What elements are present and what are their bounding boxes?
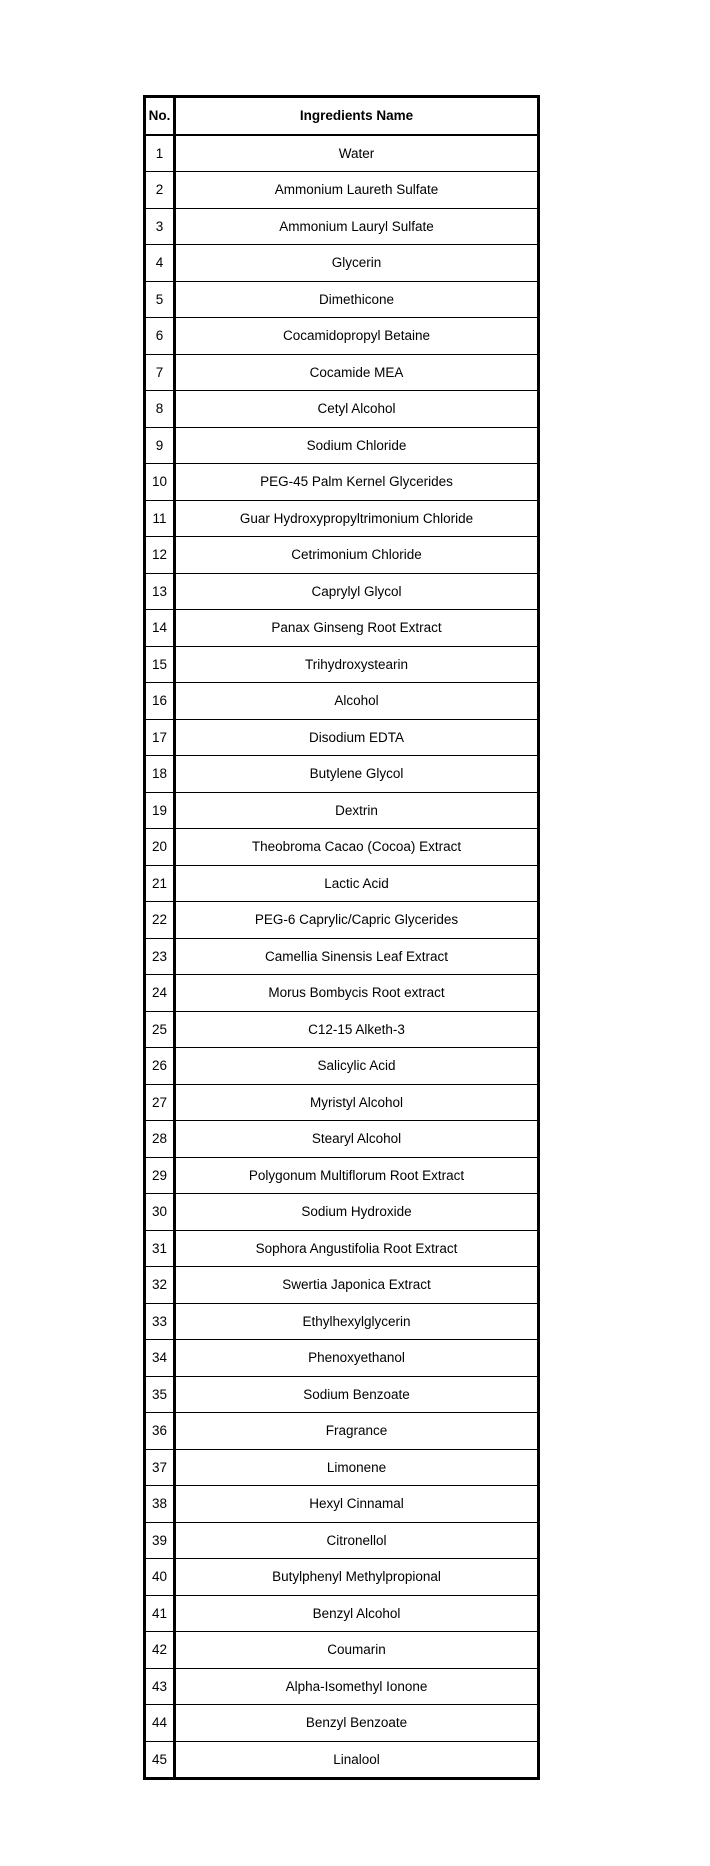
ingredient-number: 12: [145, 537, 175, 574]
ingredient-name: Cetrimonium Chloride: [175, 537, 539, 574]
ingredient-number: 23: [145, 938, 175, 975]
ingredient-number: 37: [145, 1449, 175, 1486]
ingredient-number: 26: [145, 1048, 175, 1085]
ingredient-name: Sophora Angustifolia Root Extract: [175, 1230, 539, 1267]
table-row: [145, 245, 539, 282]
table-row: [145, 1559, 539, 1596]
ingredient-name: Cocamide MEA: [175, 354, 539, 391]
ingredient-name: Guar Hydroxypropyltrimonium Chloride: [175, 500, 539, 537]
table-row: [145, 975, 539, 1012]
table-row: [145, 1486, 539, 1523]
table-row: [145, 1595, 539, 1632]
ingredient-name: Butylene Glycol: [175, 756, 539, 793]
table-row: [145, 1705, 539, 1742]
table-row: [145, 573, 539, 610]
ingredient-number: 22: [145, 902, 175, 939]
ingredient-number: 29: [145, 1157, 175, 1194]
table-row: [145, 172, 539, 209]
ingredient-number: 45: [145, 1741, 175, 1779]
ingredient-number: 36: [145, 1413, 175, 1450]
ingredient-name: Disodium EDTA: [175, 719, 539, 756]
ingredient-number: 3: [145, 208, 175, 245]
ingredient-number: 32: [145, 1267, 175, 1304]
table-row: [145, 1340, 539, 1377]
ingredient-name: Benzyl Benzoate: [175, 1705, 539, 1742]
table-row: [145, 427, 539, 464]
table-row: [145, 1011, 539, 1048]
ingredient-name: Limonene: [175, 1449, 539, 1486]
table-row: [145, 1632, 539, 1669]
ingredients-table: [143, 95, 540, 1780]
ingredient-number: 31: [145, 1230, 175, 1267]
ingredient-number: 21: [145, 865, 175, 902]
table-row: [145, 792, 539, 829]
column-header-no: No.: [145, 97, 175, 135]
ingredient-name: Myristyl Alcohol: [175, 1084, 539, 1121]
table-row: [145, 1522, 539, 1559]
ingredient-number: 13: [145, 573, 175, 610]
ingredient-name: Butylphenyl Methylpropional: [175, 1559, 539, 1596]
ingredient-name: Salicylic Acid: [175, 1048, 539, 1085]
ingredient-number: 8: [145, 391, 175, 428]
ingredient-number: 42: [145, 1632, 175, 1669]
ingredient-name: PEG-45 Palm Kernel Glycerides: [175, 464, 539, 501]
table-row: [145, 464, 539, 501]
ingredient-number: 7: [145, 354, 175, 391]
table-row: [145, 1121, 539, 1158]
ingredient-name: Linalool: [333, 1751, 380, 1767]
table-row: [145, 1741, 539, 1779]
table-row: [145, 1084, 539, 1121]
table-row: [145, 829, 539, 866]
table-row: [145, 865, 539, 902]
ingredient-name: Theobroma Cacao (Cocoa) Extract: [175, 829, 539, 866]
ingredient-name: Dextrin: [175, 792, 539, 829]
ingredient-name: Cetyl Alcohol: [175, 391, 539, 428]
ingredient-number: 20: [145, 829, 175, 866]
table-row: [145, 719, 539, 756]
ingredient-name: Fragrance: [175, 1413, 539, 1450]
ingredient-number: 11: [145, 500, 175, 537]
table-header-row: [145, 97, 539, 135]
ingredient-name: Panax Ginseng Root Extract: [175, 610, 539, 647]
table-row: [145, 1230, 539, 1267]
ingredient-number: 34: [145, 1340, 175, 1377]
table-row: [145, 683, 539, 720]
ingredient-name: Sodium Chloride: [175, 427, 539, 464]
table-row: [145, 938, 539, 975]
ingredient-number: 18: [145, 756, 175, 793]
ingredient-name: Alcohol: [175, 683, 539, 720]
ingredient-number: 43: [145, 1668, 175, 1705]
table-row: [145, 646, 539, 683]
ingredient-number: 17: [145, 719, 175, 756]
ingredient-number: 39: [145, 1522, 175, 1559]
ingredient-number: 5: [145, 281, 175, 318]
ingredient-number: 40: [145, 1559, 175, 1596]
ingredient-name: Camellia Sinensis Leaf Extract: [175, 938, 539, 975]
ingredient-name: Phenoxyethanol: [175, 1340, 539, 1377]
ingredient-name: Ammonium Laureth Sulfate: [175, 172, 539, 209]
ingredient-number: 27: [145, 1084, 175, 1121]
table-row: [145, 902, 539, 939]
table-row: [145, 1048, 539, 1085]
ingredient-number: 14: [145, 610, 175, 647]
ingredient-number: 33: [145, 1303, 175, 1340]
ingredient-name: Alpha-Isomethyl Ionone: [175, 1668, 539, 1705]
ingredient-name: Stearyl Alcohol: [175, 1121, 539, 1158]
table-row: [145, 318, 539, 355]
ingredient-name: Coumarin: [175, 1632, 539, 1669]
ingredient-number: 30: [145, 1194, 175, 1231]
table-row: [145, 1267, 539, 1304]
ingredient-name: Cocamidopropyl Betaine: [175, 318, 539, 355]
ingredient-name: Polygonum Multiflorum Root Extract: [175, 1157, 539, 1194]
table-row: [145, 354, 539, 391]
ingredient-name: Glycerin: [175, 245, 539, 282]
ingredient-number: 6: [145, 318, 175, 355]
ingredient-name: Ammonium Lauryl Sulfate: [175, 208, 539, 245]
ingredient-name: Benzyl Alcohol: [175, 1595, 539, 1632]
ingredient-number: 41: [145, 1595, 175, 1632]
ingredient-number: 10: [145, 464, 175, 501]
table-row: [145, 500, 539, 537]
ingredient-name: Dimethicone: [175, 281, 539, 318]
ingredient-number: 16: [145, 683, 175, 720]
ingredient-name: Sodium Benzoate: [175, 1376, 539, 1413]
table-row: [145, 391, 539, 428]
ingredient-name: Caprylyl Glycol: [175, 573, 539, 610]
ingredient-number: 44: [145, 1705, 175, 1742]
ingredient-number: 4: [145, 245, 175, 282]
ingredient-number: 2: [145, 172, 175, 209]
ingredient-name: Water: [175, 135, 539, 172]
table-row: [145, 1157, 539, 1194]
ingredient-name: Citronellol: [175, 1522, 539, 1559]
ingredient-name: Ethylhexylglycerin: [175, 1303, 539, 1340]
table-row: [145, 756, 539, 793]
ingredient-number: 15: [145, 646, 175, 683]
ingredient-name: Sodium Hydroxide: [175, 1194, 539, 1231]
ingredient-name: Lactic Acid: [175, 865, 539, 902]
ingredient-name: Hexyl Cinnamal: [175, 1486, 539, 1523]
table-row: [145, 610, 539, 647]
ingredient-name: Morus Bombycis Root extract: [175, 975, 539, 1012]
ingredient-number: 25: [145, 1011, 175, 1048]
column-header-ingredient-name: Ingredients Name: [175, 97, 539, 135]
table-row: [145, 1449, 539, 1486]
ingredient-number: 35: [145, 1376, 175, 1413]
table-body: [145, 135, 539, 1779]
table-row: [145, 1668, 539, 1705]
table-row: [145, 208, 539, 245]
ingredient-number: 19: [145, 792, 175, 829]
ingredient-name: C12-15 Alketh-3: [175, 1011, 539, 1048]
ingredient-number: 38: [145, 1486, 175, 1523]
ingredient-number: 24: [145, 975, 175, 1012]
table-row: [145, 1376, 539, 1413]
table-row: [145, 537, 539, 574]
ingredient-name: Trihydroxystearin: [175, 646, 539, 683]
ingredient-number: 9: [145, 427, 175, 464]
ingredient-number: 1: [145, 135, 175, 172]
ingredient-number: 28: [145, 1121, 175, 1158]
table-row: [145, 135, 539, 172]
ingredient-name: PEG-6 Caprylic/Capric Glycerides: [175, 902, 539, 939]
ingredient-name: Swertia Japonica Extract: [175, 1267, 539, 1304]
table-row: [145, 281, 539, 318]
table-row: [145, 1413, 539, 1450]
table-row: [145, 1194, 539, 1231]
table-row: [145, 1303, 539, 1340]
